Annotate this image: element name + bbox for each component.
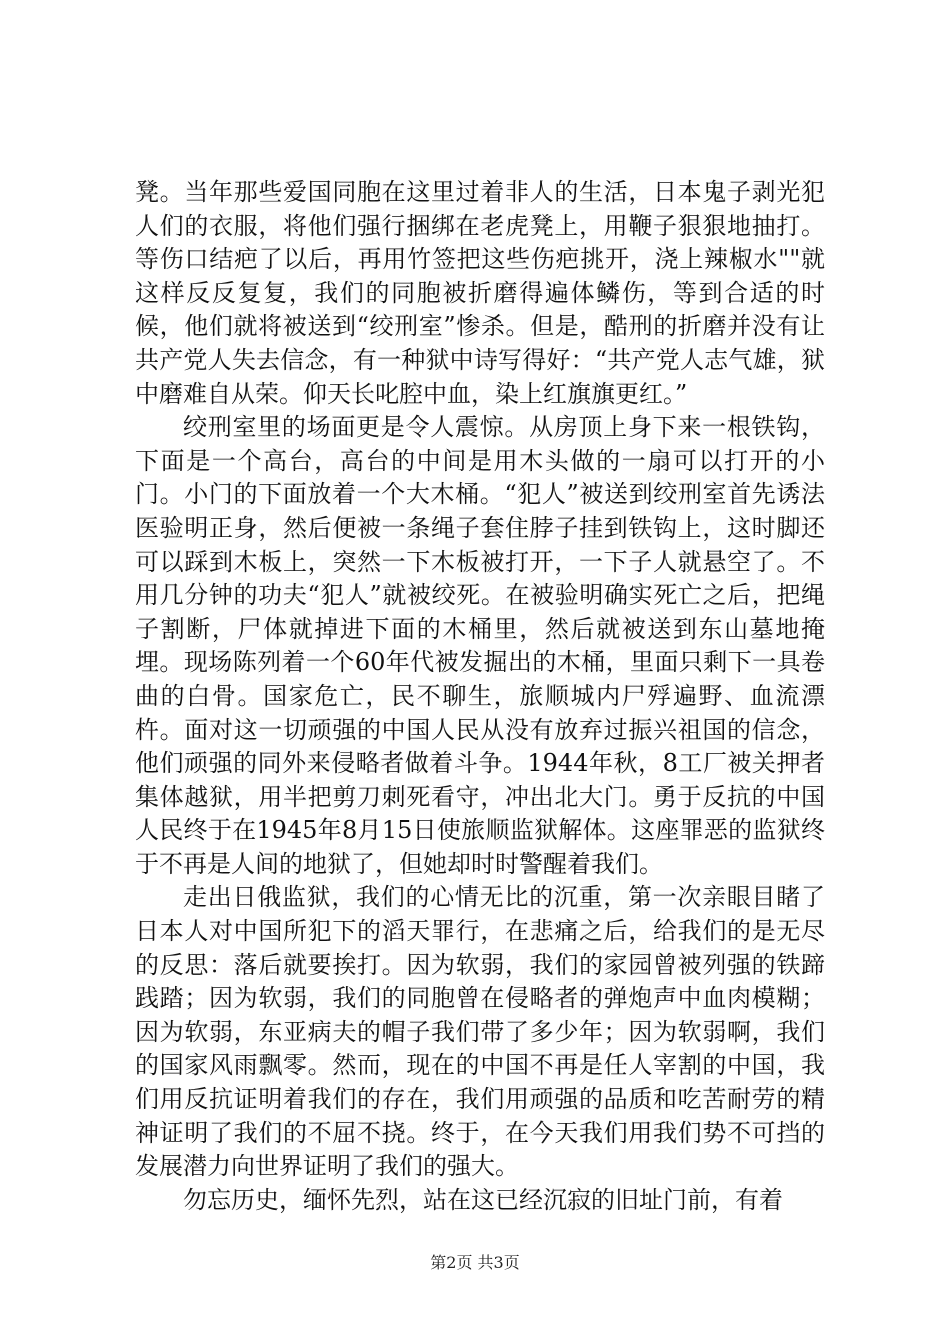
- page-footer: [0, 1250, 950, 1273]
- page-number: 第2页 共3页: [430, 1253, 520, 1272]
- document-body: [135, 176, 825, 1217]
- paragraph-3: 走出日俄监狱，我们的心情无比的沉重，第一次亲眼目睹了日本人对中国所犯下的滔天罪行，在悲痛之后，给我们的是无尽的反思：落后就要挨打。因为软弱，我们的家园曾被列强的铁蹄践踏；因为软弱，我们的同胞曾在侵略者的弹炮声中血肉模糊；因为软弱，东亚病夫的帽子我们带了多少年；因为软弱啊，我们的国家风雨飘零。然而，现在的中国不再是任人宰割的中国，我们用反抗证明着我们的存在，我们用顽强的品质和吃苦耐劳的精神证明了我们的不屈不挠。终于，在今天我们用我们势不可挡的发展潜力向世界证明了我们的强大。: [135, 883, 825, 1181]
- paragraph-2: 绞刑室里的场面更是令人震惊。从房顶上身下来一根铁钩，下面是一个高台，高台的中间是用木头做的一扇可以打开的小门。小门的下面放着一个大木桶。“犯人”被送到绞刑室首先诱法医验明正身，然后便被一条绳子套住脖子挂到铁钩上，这时脚还可以踩到木板上，突然一下木板被打开，一下子人就悬空了。不用几分钟的功夫“犯人”就被绞死。在被验明确实死亡之后，把绳子割断，尸体就掉进下面的木桶里，然后就被送到东山墓地掩埋。现场陈列着一个60年代被发掘出的木桶，里面只剩下一具卷曲的白骨。国家危亡，民不聊生，旅顺城内尸殍遍野、血流漂杵。面对这一切顽强的中国人民从没有放弃过振兴祖国的信念，他们顽强的同外来侵略者做着斗争。1944年秋，8工厂被关押者集体越狱，用半把剪刀刺死看守，冲出北大门。勇于反抗的中国人民终于在1945年8月15日使旅顺监狱解体。这座罪恶的监狱终于不再是人间的地狱了，但她却时时警醒着我们。: [135, 413, 825, 878]
- paragraph-4: 勿忘历史，缅怀先烈，站在这已经沉寂的旧址门前，有着: [183, 1185, 783, 1214]
- paragraph-1: 凳。当年那些爱国同胞在这里过着非人的生活，日本鬼子剥光犯人们的衣服，将他们强行捆绑在老虎凳上，用鞭子狠狠地抽打。等伤口结疤了以后，再用竹签把这些伤疤挑开，浇上辣椒水""就这样反反复复，我们的同胞被折磨得遍体鳞伤，等到合适的时候，他们就将被送到“绞刑室”惨杀。但是，酷刑的折磨并没有让共产党人失去信念，有一种狱中诗写得好：“共产党人志气雄，狱中磨难自从荣。仰天长叱腔中血，染上红旗旗更红。”: [135, 178, 825, 408]
